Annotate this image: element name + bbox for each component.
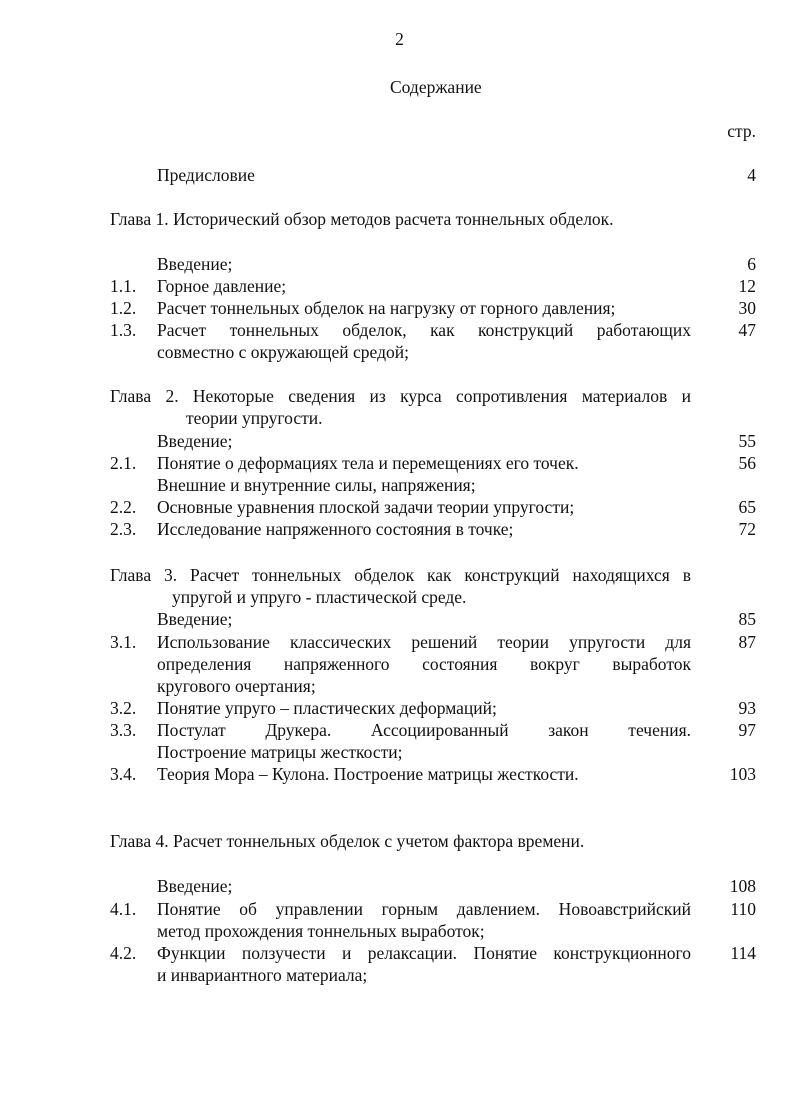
- preface-page: 4: [747, 165, 756, 185]
- section-1-3-page: 47: [738, 320, 756, 340]
- section-1-3-number: 1.3.: [110, 320, 137, 340]
- section-3-3-title-line2: Построение матрицы жесткости;: [157, 742, 403, 762]
- section-3-4-title: Теория Мора – Кулона. Построение матрицы жесткости.: [157, 764, 579, 784]
- chapter-1-intro-page: 6: [747, 254, 756, 274]
- section-2-2-title: Основные уравнения плоской задачи теории упругости;: [157, 497, 575, 517]
- chapter-3-intro: Введение;: [157, 609, 233, 629]
- section-1-2-title: Расчет тоннельных обделок на нагрузку от горного давления;: [157, 298, 616, 318]
- section-1-1-number: 1.1.: [110, 276, 137, 296]
- page-title: Содержание: [390, 77, 482, 97]
- section-4-1-title-line1: Понятие об управлении горным давлением. Новоавстрийский: [157, 899, 691, 919]
- section-2-3-title: Исследование напряженного состояния в точке;: [157, 519, 514, 539]
- section-2-3-page: 72: [738, 519, 756, 539]
- section-4-1-page: 110: [730, 899, 756, 919]
- section-4-1-number: 4.1.: [110, 899, 137, 919]
- section-2-2-number: 2.2.: [110, 497, 137, 517]
- chapter-1-title: Глава 1. Исторический обзор методов расчета тоннельных обделок.: [110, 209, 614, 229]
- section-4-2-number: 4.2.: [110, 943, 137, 963]
- section-3-4-number: 3.4.: [110, 764, 137, 784]
- section-1-3-title-line1: Расчет тоннельных обделок, как конструкций работающих: [157, 320, 691, 340]
- section-4-2-title-line1: Функции ползучести и релаксации. Понятие конструкционного: [157, 943, 691, 963]
- section-4-1-title-line2: метод прохождения тоннельных выработок;: [157, 921, 485, 941]
- section-3-1-page: 87: [738, 632, 756, 652]
- section-2-1-page: 56: [738, 453, 756, 473]
- chapter-3-intro-page: 85: [738, 609, 756, 629]
- chapter-3-title-line1: Глава 3. Расчет тоннельных обделок как конструкций находящихся в: [110, 565, 691, 585]
- section-3-1-number: 3.1.: [110, 632, 137, 652]
- preface-title: Предисловие: [157, 165, 255, 185]
- chapter-1-intro: Введение;: [157, 254, 233, 274]
- section-1-3-title-line2: совместно с окружающей средой;: [157, 342, 409, 362]
- chapter-4-title: Глава 4. Расчет тоннельных обделок с учетом фактора времени.: [110, 831, 585, 851]
- page-column-label: стр.: [727, 121, 756, 141]
- section-1-2-number: 1.2.: [110, 298, 137, 318]
- section-2-1-title-line1: Понятие о деформациях тела и перемещениях его точек.: [157, 453, 579, 473]
- chapter-2-title-line2: теории упругости.: [186, 408, 323, 428]
- section-1-2-page: 30: [738, 298, 756, 318]
- section-3-3-title-line1: Постулат Друкера. Ассоциированный закон течения.: [157, 720, 691, 740]
- chapter-4-intro: Введение;: [157, 876, 233, 896]
- section-4-2-title-line2: и инвариантного материала;: [157, 965, 368, 985]
- section-1-1-page: 12: [738, 276, 756, 296]
- chapter-3-title-line2: упругой и упруго - пластической среде.: [172, 587, 467, 607]
- section-3-1-title-line2: определения напряженного состояния вокруг выработок: [157, 654, 691, 674]
- chapter-2-intro: Введение;: [157, 431, 233, 451]
- section-2-1-title-line2: Внешние и внутренние силы, напряжения;: [157, 475, 476, 495]
- section-3-3-page: 97: [738, 720, 756, 740]
- section-2-1-number: 2.1.: [110, 453, 137, 473]
- section-2-2-page: 65: [738, 497, 756, 517]
- section-3-1-title-line3: кругового очертания;: [157, 676, 316, 696]
- chapter-2-title-line1: Глава 2. Некоторые сведения из курса сопротивления материалов и: [110, 386, 691, 406]
- section-3-2-page: 93: [738, 698, 756, 718]
- section-2-3-number: 2.3.: [110, 519, 137, 539]
- section-4-2-page: 114: [730, 943, 756, 963]
- page-number: 2: [395, 29, 404, 49]
- section-1-1-title: Горное давление;: [157, 276, 287, 296]
- section-3-3-number: 3.3.: [110, 720, 137, 740]
- section-3-1-title-line1: Использование классических решений теории упругости для: [157, 632, 691, 652]
- section-3-2-title: Понятие упруго – пластических деформаций;: [157, 698, 497, 718]
- section-3-2-number: 3.2.: [110, 698, 137, 718]
- chapter-4-intro-page: 108: [729, 876, 756, 896]
- chapter-2-intro-page: 55: [738, 431, 756, 451]
- section-3-4-page: 103: [729, 764, 756, 784]
